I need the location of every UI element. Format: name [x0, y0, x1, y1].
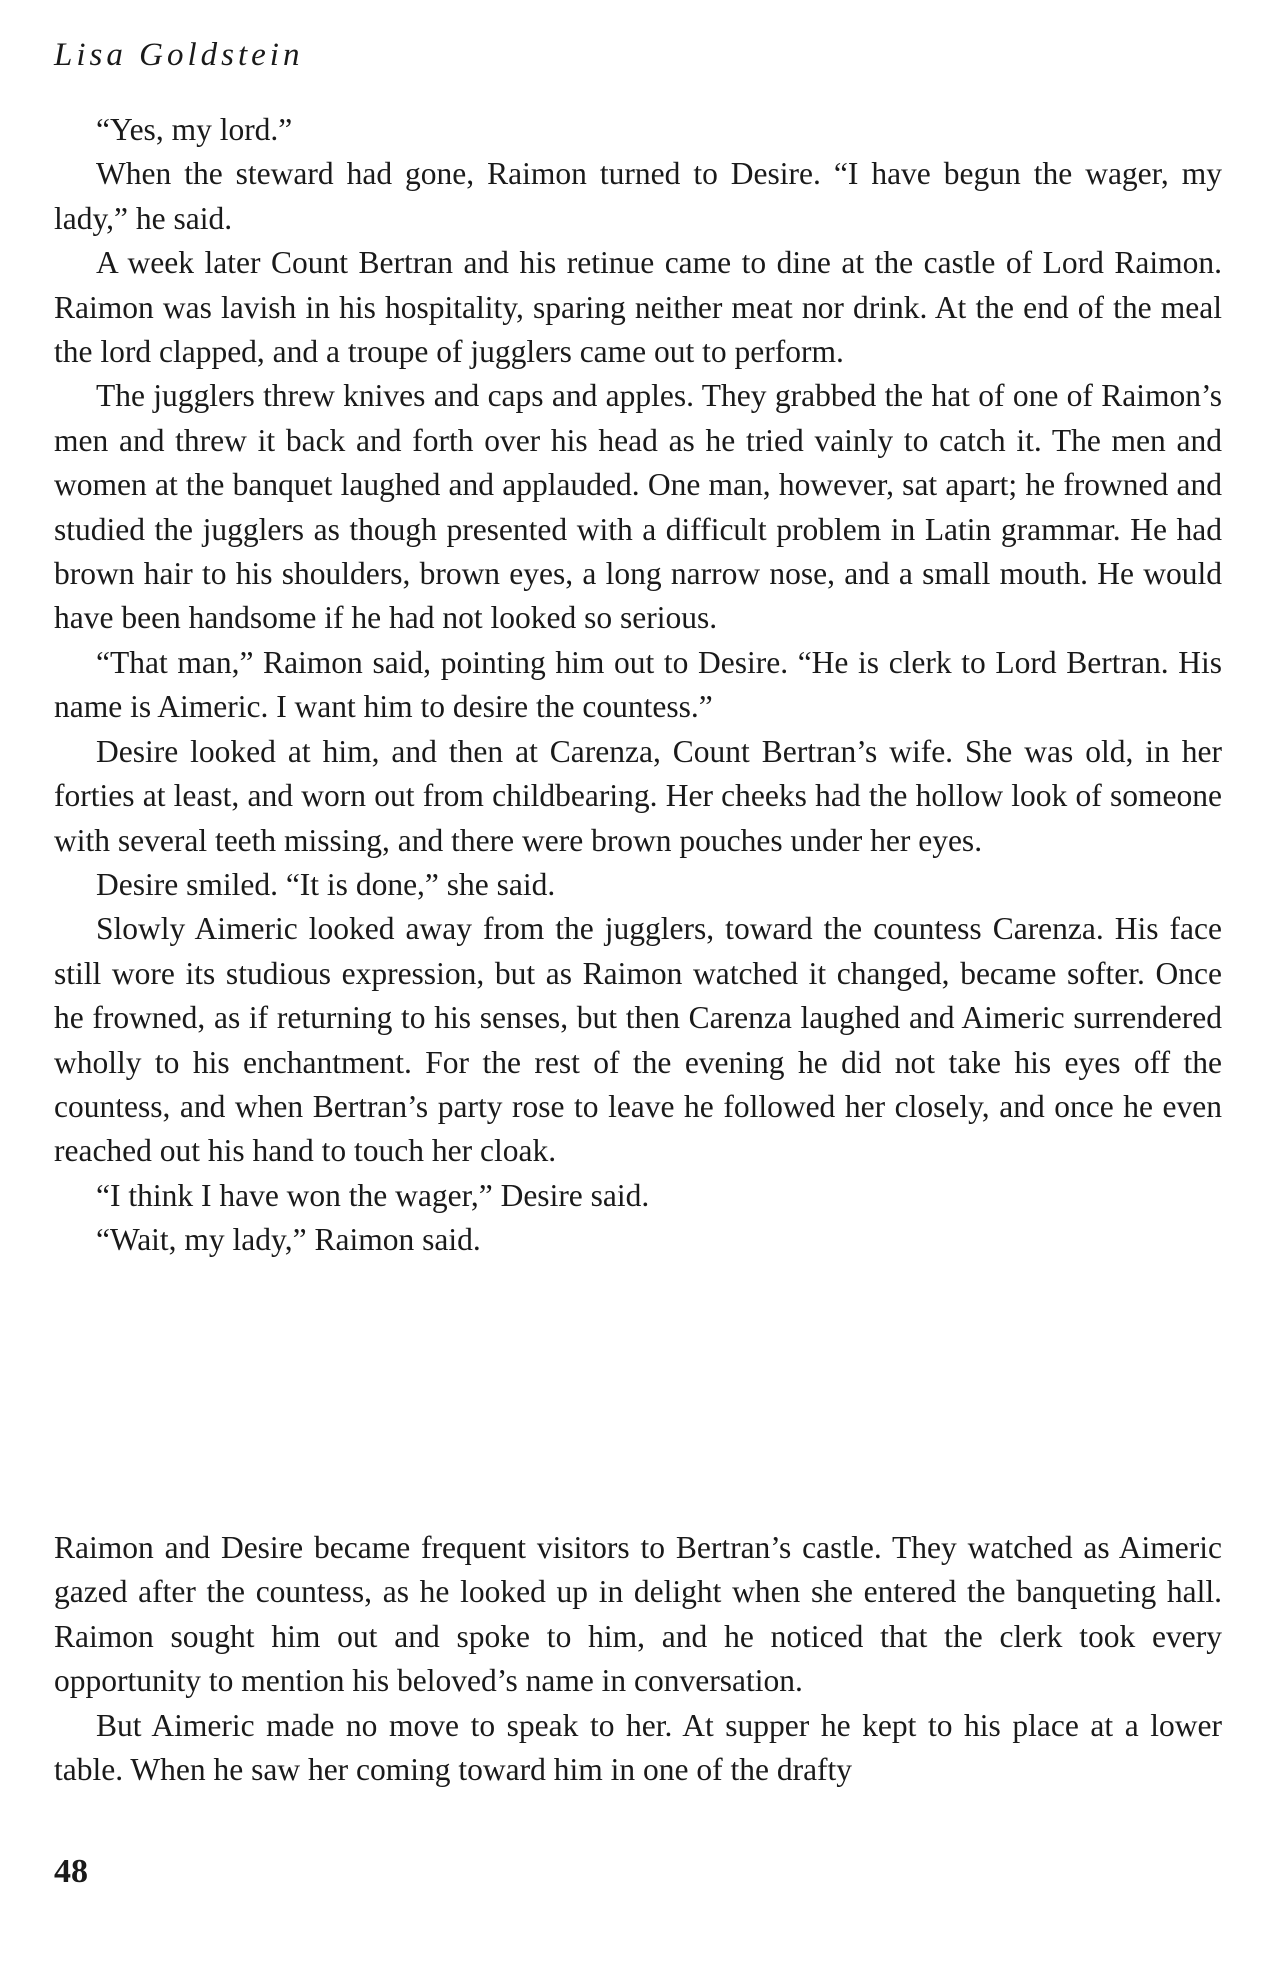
running-head: Lisa Goldstein: [54, 37, 304, 73]
paragraph: “I think I have won the wager,” Desire said.: [96, 1177, 650, 1213]
paragraph: Slowly Aimeric looked away from the jugglers, toward the countess Carenza. His face still wore its studious expression, but as Raimon watched it changed, became softer. Once he frowned, as if returning to his senses, but then Carenza laughed and Aimeric surrendered wholly to his enchantment. For the rest of the evening he did not take his eyes off the countess, and when Bertran’s party rose to leave he followed her closely, and once he even reached out his hand to touch her cloak.: [54, 911, 1222, 1169]
paragraph: “That man,” Raimon said, pointing him out to Desire. “He is clerk to Lord Bertran. His name is Aimeric. I want him to desire the countess.”: [54, 644, 1222, 725]
paragraph: The jugglers threw knives and caps and apples. They grabbed the hat of one of Raimon’s men and threw it back and forth over his head as he tried vainly to catch it. The men and women at the banquet laughed and applauded. One man, however, sat apart; he frowned and studied the jugglers as though presented with a difficult problem in Latin grammar. He had brown hair to his shoulders, brown eyes, a long narrow nose, and a small mouth. He would have been handsome if he had not looked so serious.: [54, 378, 1222, 636]
paragraph: But Aimeric made no move to speak to her. At supper he kept to his place at a lower table. When he saw her coming toward him in one of the drafty: [54, 1707, 1222, 1788]
text-section-2: [54, 1526, 1222, 1792]
paragraph: “Yes, my lord.”: [96, 112, 293, 147]
paragraph: When the steward had gone, Raimon turned to Desire. “I have begun the wager, my lady,” he said.: [54, 156, 1222, 236]
paragraph: “Wait, my lady,” Raimon said.: [96, 1222, 481, 1258]
paragraph: Desire smiled. “It is done,” she said.: [96, 866, 556, 902]
page-number: 48: [54, 1853, 88, 1890]
paragraph: Desire looked at him, and then at Carenza, Count Bertran’s wife. She was old, in her forties at least, and worn out from childbearing. Her cheeks had the hollow look of someone with several teeth missing, and there were brown pouches under her eyes.: [54, 733, 1222, 858]
paragraph: Raimon and Desire became frequent visitors to Bertran’s castle. They watched as Aimeric gazed after the countess, as he looked up in delight when she entered the banqueting hall. Raimon sought him out and spoke to him, and he noticed that the clerk took every opportunity to mention his beloved’s name in conversation.: [54, 1530, 1222, 1699]
text-section-1: [54, 108, 1222, 1263]
paragraph: A week later Count Bertran and his retinue came to dine at the castle of Lord Raimon. Raimon was lavish in his hospitality, sparing neither meat nor drink. At the end of the meal the lord clapped, and a troupe of jugglers came out to perform.: [54, 245, 1222, 370]
